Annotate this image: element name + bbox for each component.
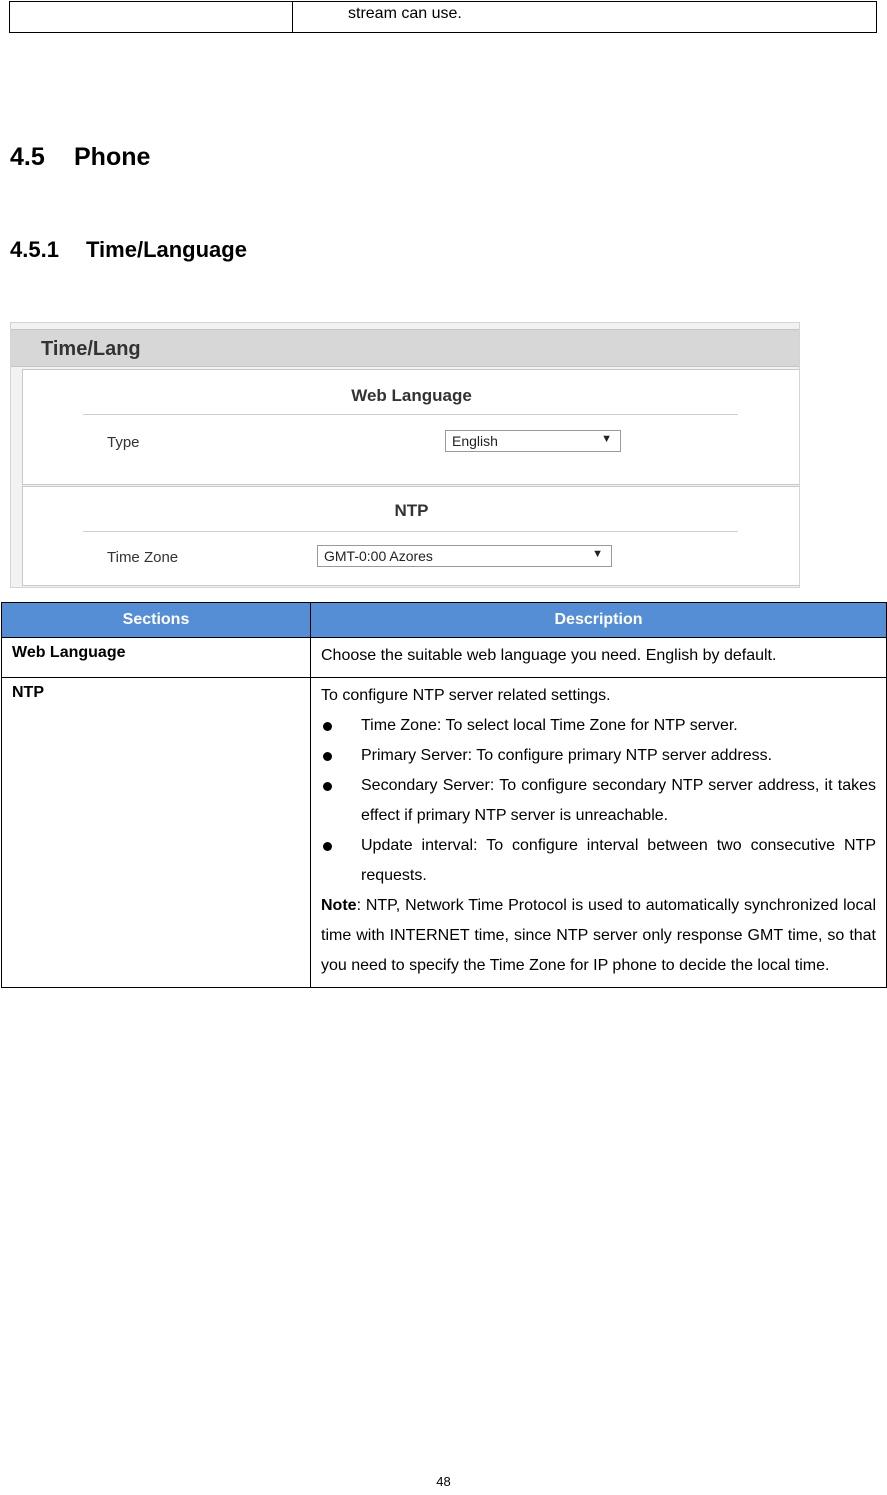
sections-description-table — [1, 602, 887, 988]
sections-header: Sections — [2, 603, 311, 638]
type-label: Type — [107, 434, 140, 451]
ntp-panel — [22, 486, 800, 586]
web-language-heading: Web Language — [351, 386, 472, 405]
page-number: 48 — [436, 1474, 451, 1489]
continuation-right-cell: stream can use. — [348, 5, 462, 22]
note-text: : NTP, Network Time Protocol is used to automatically synchronized local time with INTERNET time, since NTP server only response GMT time, so that you need to specify the Time Zone for IP phone to decide the local time. — [321, 897, 876, 974]
description-cell: Choose the suitable web language you need. English by default. — [311, 638, 887, 678]
dropdown-arrow-icon: ▼ — [592, 548, 603, 560]
ntp-note — [321, 891, 876, 981]
section-title: Phone — [74, 143, 151, 171]
table-header-row — [2, 603, 887, 638]
web-language-panel — [22, 369, 800, 485]
time-lang-screenshot — [10, 322, 800, 588]
panel-divider — [83, 531, 738, 532]
table-row — [2, 678, 887, 988]
continuation-table — [9, 1, 877, 33]
ntp-intro: To configure NTP server related settings. — [321, 687, 611, 704]
subsection-title: Time/Language — [86, 237, 247, 262]
section-heading — [10, 143, 150, 172]
screenshot-title-bar — [11, 329, 799, 367]
section-cell: Web Language — [2, 638, 311, 678]
list-item: Update interval: To configure interval between two consecutive NTP requests. — [321, 831, 876, 891]
description-cell — [311, 678, 887, 988]
continuation-left-cell — [10, 2, 293, 32]
time-zone-label: Time Zone — [107, 549, 179, 566]
ntp-bullet-list — [321, 711, 876, 891]
list-item: Primary Server: To configure primary NTP server address. — [321, 741, 876, 771]
web-language-select[interactable] — [445, 430, 621, 452]
list-item: Secondary Server: To configure secondary NTP server address, it takes effect if primary NTP server is unreachable. — [321, 771, 876, 831]
note-label: Note — [321, 897, 357, 914]
time-zone-select[interactable] — [317, 545, 612, 567]
screenshot-title: Time/Lang — [41, 338, 141, 360]
panel-divider — [83, 414, 738, 415]
subsection-heading — [10, 237, 247, 263]
section-number: 4.5 — [10, 143, 45, 171]
time-zone-select-value: GMT-0:00 Azores — [324, 548, 433, 564]
section-cell: NTP — [2, 678, 311, 988]
web-language-select-value: English — [452, 433, 498, 449]
dropdown-arrow-icon: ▼ — [601, 433, 612, 445]
description-header: Description — [311, 603, 887, 638]
list-item: Time Zone: To select local Time Zone for NTP server. — [321, 711, 876, 741]
ntp-heading: NTP — [394, 501, 429, 520]
table-row — [2, 638, 887, 678]
subsection-number: 4.5.1 — [10, 237, 59, 262]
